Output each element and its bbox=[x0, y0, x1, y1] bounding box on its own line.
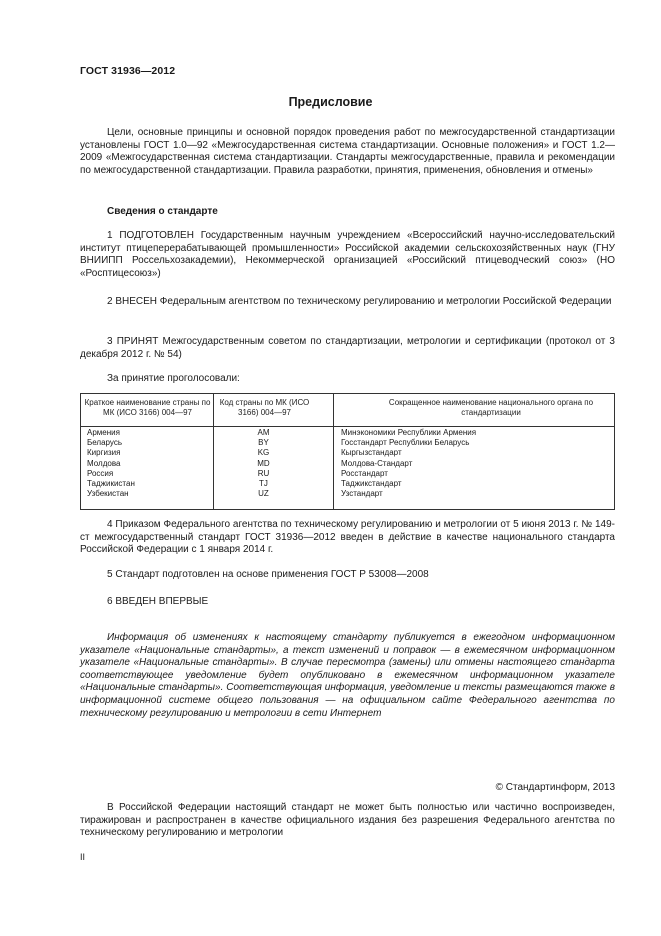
standards-body: Минэкономики Республики Армения bbox=[341, 428, 477, 437]
table-body bbox=[81, 428, 614, 499]
item-6-first-introduced: 6 ВВЕДЕН ВПЕРВЫЕ bbox=[107, 596, 209, 607]
standards-body: Узстандарт bbox=[341, 489, 383, 499]
country-name: Молдова bbox=[87, 458, 121, 468]
country-name: Армения bbox=[87, 428, 120, 437]
document-code: ГОСТ 31936—2012 bbox=[80, 65, 176, 77]
standards-body: Кыргызстандарт bbox=[341, 448, 402, 458]
table-row bbox=[81, 459, 614, 469]
country-name: Таджикистан bbox=[87, 478, 135, 488]
item-4-order: 4 Приказом Федерального агентства по техническому регулированию и метрологии от 5 июня 2013 г. № 149-ст межгосударственный стандарт ГОСТ 31936—2012 введен в действие в качестве национального стандарта Российской Федерации с 1 января 2014 г. bbox=[80, 519, 615, 556]
header-country-code: Код страны по МК (ИСО 3166) 004—97 bbox=[219, 398, 310, 418]
page-title: Предисловие bbox=[288, 95, 373, 109]
country-name: Киргизия bbox=[87, 448, 121, 458]
country-name: Узбекистан bbox=[87, 489, 129, 499]
voted-label: За принятие проголосовали: bbox=[107, 373, 240, 384]
standards-body: Молдова-Стандарт bbox=[341, 458, 413, 468]
changes-notice: Информация об изменениях к настоящему стандарту публикуется в ежегодном информационном указателе «Национальные стандарты», а текст изменений и поправок — в ежемесячном информационном указателе «Национальные стандарты». В случае пересмотра (замены) или отмены настоящего стандарта соответствующее уведомление будет опубликовано в ежемесячном информационном указателе «Национальные стандарты». Соответствующая информация, уведомление и тексты размещаются также в информационной системе общего пользования — на официальном сайте Федерального агентства по техническому регулированию и метрологии в сети Интернет bbox=[80, 632, 615, 719]
country-code: TJ bbox=[259, 478, 268, 488]
country-code: MD bbox=[257, 458, 270, 468]
item-5-basis: 5 Стандарт подготовлен на основе применения ГОСТ Р 53008—2008 bbox=[107, 569, 429, 580]
country-code: KG bbox=[257, 448, 270, 458]
country-name: Беларусь bbox=[87, 438, 122, 448]
header-standards-body: Сокращенное наименование национального органа по стандартизации bbox=[388, 398, 594, 418]
table-row bbox=[81, 479, 614, 489]
table-row bbox=[81, 489, 614, 499]
country-name: Россия bbox=[87, 468, 114, 478]
item-1-prepared: 1 ПОДГОТОВЛЕН Государственным научным учреждением «Всероссийский научно-исследовательский институт птицеперерабатывающей промышленности» Российской академии сельскохозяйственных наук (ГНУ ВНИИПП Россельхозакадемии), Некоммерческой организацией «Российский птицеводческий союз» (НО «Росптицесоюз») bbox=[80, 230, 615, 279]
header-country-name: Краткое наименование страны по МК (ИСО 3166) 004—97 bbox=[84, 398, 211, 418]
intro-paragraph: Цели, основные принципы и основной порядок проведения работ по межгосударственной стандартизации установлены ГОСТ 1.0—92 «Межгосударственная система стандартизации. Основные положения» и ГОСТ 1.2—2009 «Межгосударственная система стандартизации. Стандарты межгосударственные, правила и рекомендации по межгосударственной стандартизации. Правила разработки, принятия, применения, обновления и отмены» bbox=[80, 127, 615, 176]
table-row bbox=[81, 448, 614, 458]
standards-body: Таджикстандарт bbox=[341, 478, 402, 488]
table-row bbox=[81, 469, 614, 479]
standards-body: Госстандарт Республики Беларусь bbox=[341, 438, 470, 448]
standards-body: Росстандарт bbox=[341, 468, 388, 478]
table-header bbox=[81, 394, 614, 427]
copyright: © Стандартинформ, 2013 bbox=[495, 782, 615, 793]
item-3-adopted: 3 ПРИНЯТ Межгосударственным советом по стандартизации, метрологии и сертификации (протокол от 3 декабря 2012 г. № 54) bbox=[80, 336, 615, 360]
country-code: UZ bbox=[258, 489, 269, 499]
country-code: RU bbox=[257, 468, 270, 478]
page-number: II bbox=[80, 852, 86, 862]
reproduction-rights: В Российской Федерации настоящий стандарт не может быть полностью или частично воспроизведен, тиражирован и распространен в качестве официального издания без разрешения Федерального агентства по техническому регулированию и метрологии bbox=[80, 802, 615, 839]
table-row bbox=[81, 438, 614, 448]
country-code: BY bbox=[258, 438, 269, 448]
table-row bbox=[81, 428, 614, 438]
voting-countries-table bbox=[80, 393, 615, 510]
country-code: AM bbox=[257, 428, 270, 437]
item-2-introduced: 2 ВНЕСЕН Федеральным агентством по техническому регулированию и метрологии Российской Федерации bbox=[107, 296, 612, 307]
standard-info-heading: Сведения о стандарте bbox=[107, 206, 218, 217]
